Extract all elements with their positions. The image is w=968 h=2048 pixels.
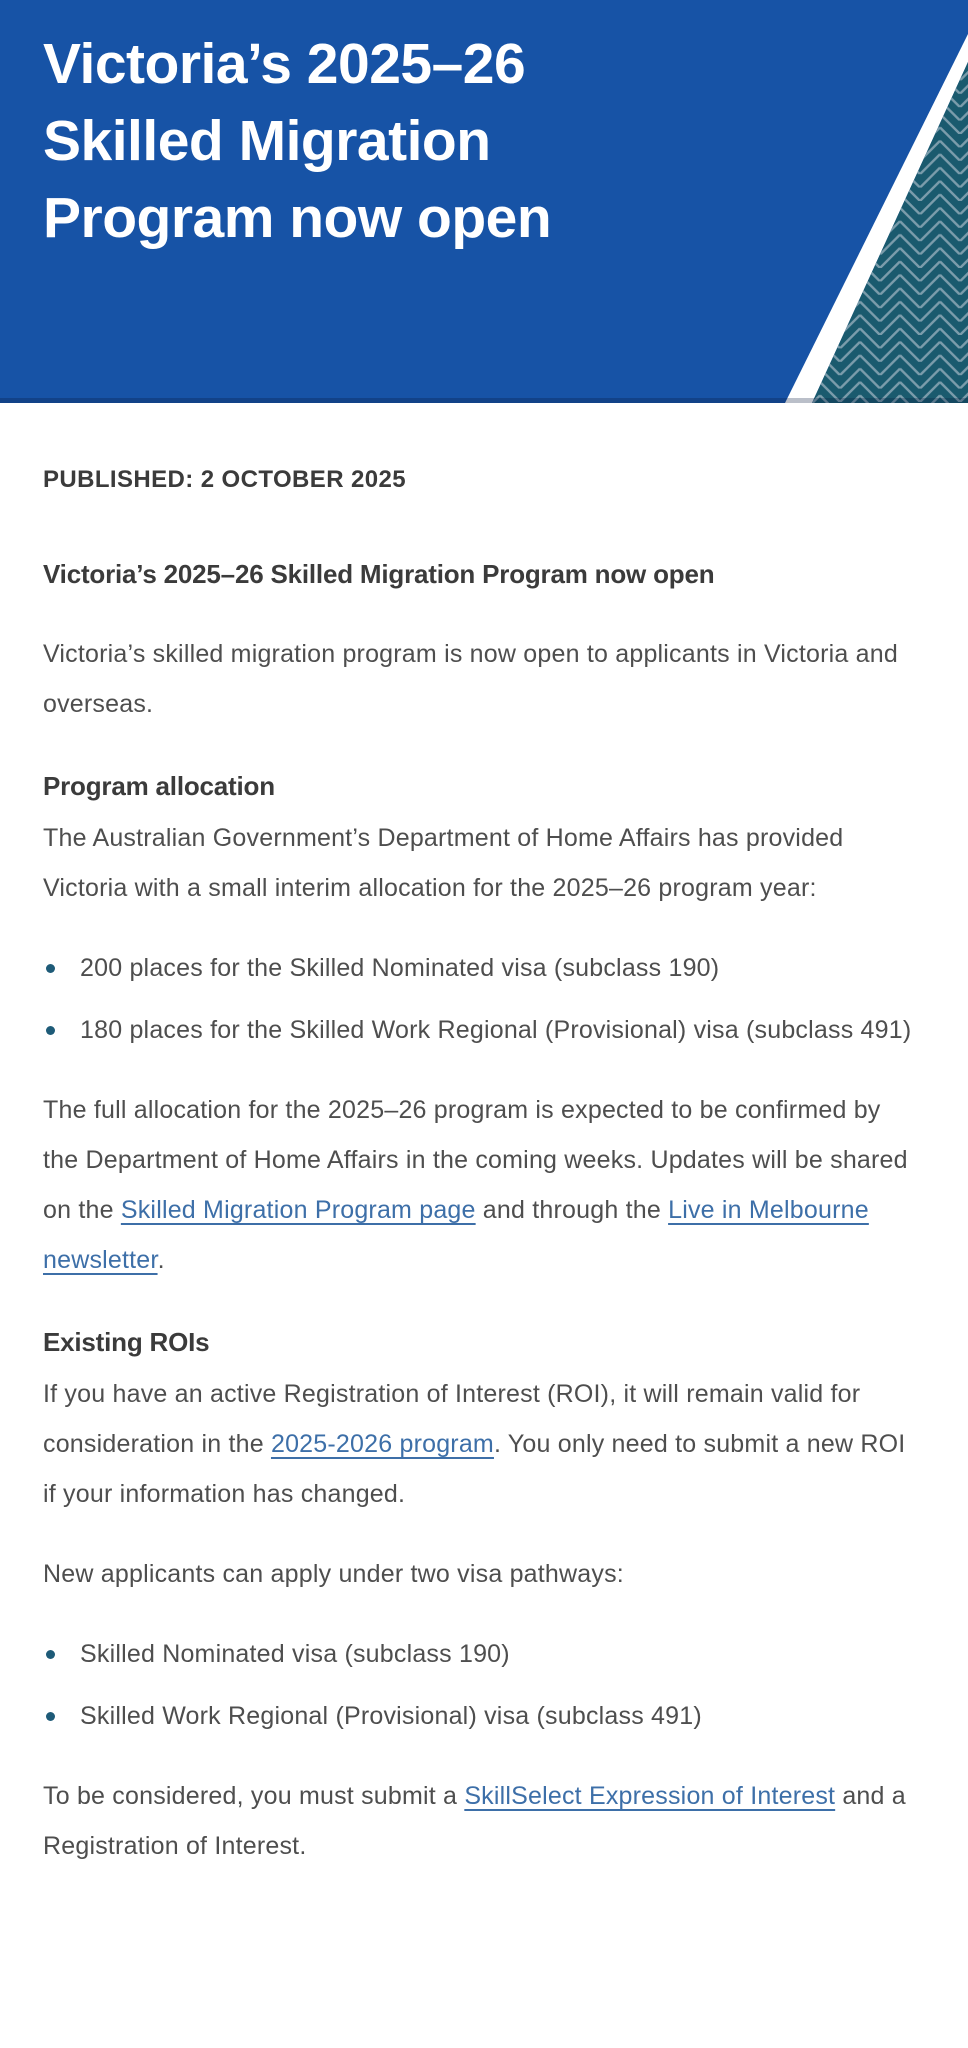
- paragraph-consideration: [43, 1771, 922, 1871]
- section-heading-existing-rois: Existing ROIs: [43, 1327, 210, 1357]
- rois-text: If you have an active Registration of Interest (ROI), it will remain valid for consideration in the: [43, 1380, 861, 1458]
- pathways-list: [43, 1629, 922, 1741]
- paragraph-full-allocation: [43, 1085, 922, 1285]
- paragraph-allocation: The Australian Government’s Department of Home Affairs has provided Victoria with a small interim allocation for the 2025–26 program year:: [43, 824, 844, 902]
- paragraph-pathways-intro: New applicants can apply under two visa pathways:: [43, 1560, 624, 1588]
- published-date: PUBLISHED: 2 OCTOBER 2025: [43, 466, 406, 493]
- paragraph-intro: Victoria’s skilled migration program is now open to applicants in Victoria and overseas.: [43, 640, 898, 718]
- list-item-subclass-491: 180 places for the Skilled Work Regional (Provisional) visa (subclass 491): [43, 1005, 922, 1055]
- full-allocation-text-end: .: [157, 1246, 165, 1274]
- page-title: [0, 0, 968, 257]
- page-title-line-3: Program now open: [43, 186, 552, 250]
- link-skilled-migration-program-page[interactable]: Skilled Migration Program page: [120, 1196, 476, 1224]
- consideration-text: To be considered, you must submit a: [43, 1782, 465, 1810]
- link-skillselect-expression-of-interest[interactable]: SkillSelect Expression of Interest: [464, 1782, 836, 1810]
- full-allocation-text: The full allocation for the 2025–26 program is expected to be confirmed by the Department of Home Affairs in the coming weeks. Updates will be shared on the: [43, 1096, 908, 1224]
- section-heading-program-allocation: Program allocation: [43, 771, 275, 801]
- consideration-text-end: and a Registration of Interest.: [43, 1782, 906, 1860]
- list-item-subclass-190: 200 places for the Skilled Nominated visa (subclass 190): [43, 943, 922, 993]
- paragraph-existing-rois: [43, 1369, 922, 1519]
- list-item-work-regional-visa: Skilled Work Regional (Provisional) visa (subclass 491): [43, 1691, 922, 1741]
- link-live-in-melbourne-newsletter[interactable]: Live in Melbourne newsletter: [43, 1196, 869, 1274]
- page-title-line-2: Skilled Migration: [43, 109, 491, 173]
- list-item-nominated-visa: Skilled Nominated visa (subclass 190): [43, 1629, 922, 1679]
- page-title-line-1: Victoria’s 2025–26: [43, 32, 526, 96]
- full-allocation-text-mid: and through the: [475, 1196, 669, 1224]
- allocation-list: [43, 943, 922, 1055]
- article-heading: Victoria’s 2025–26 Skilled Migration Program now open: [43, 559, 715, 589]
- article-body: [0, 403, 968, 1871]
- rois-text-end: . You only need to submit a new ROI if your information has changed.: [43, 1430, 906, 1508]
- link-2025-2026-program[interactable]: 2025-2026 program: [270, 1430, 494, 1458]
- hero-banner: [0, 0, 968, 403]
